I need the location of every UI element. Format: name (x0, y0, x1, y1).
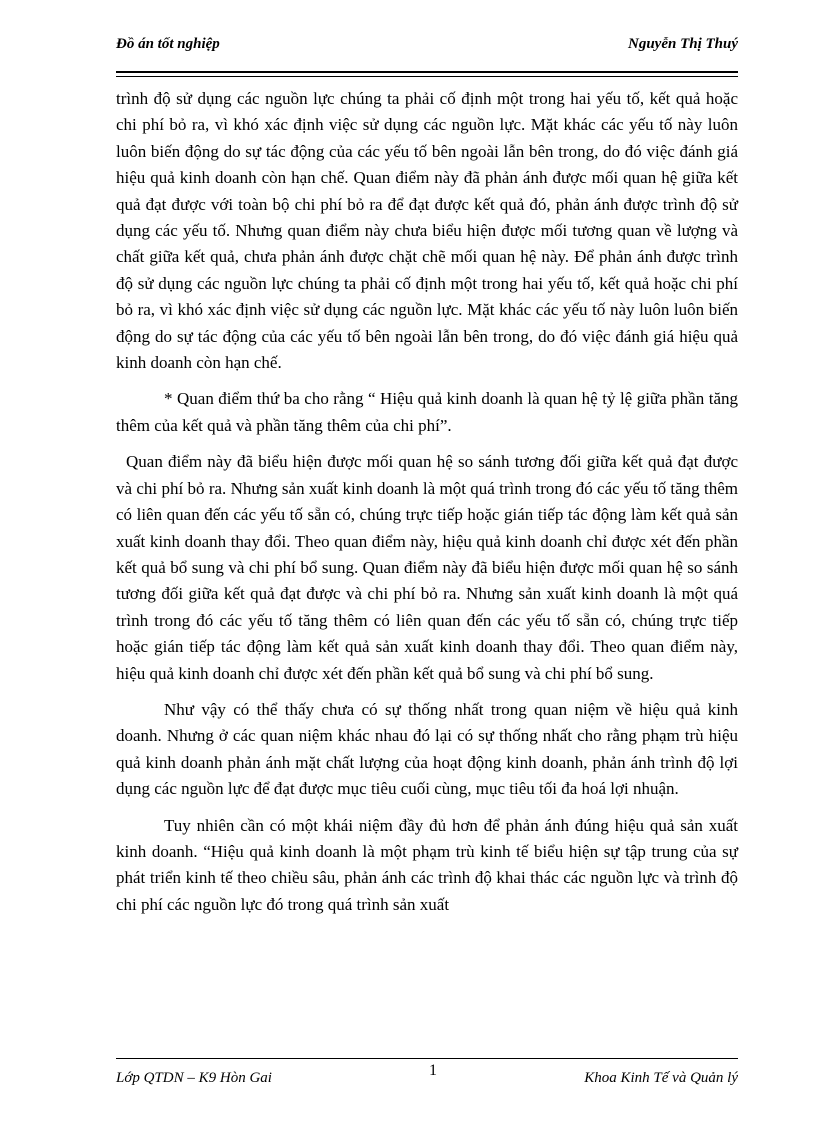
paragraph-4: Như vậy có thể thấy chưa có sự thống nhất trong quan niệm về hiệu quả kinh doanh. Nhưng ở các quan niệm khác nhau đó lại có sự thống nhất cho rằng phạm trù hiệu quả kinh doanh phản ánh mặt chất lượng của hoạt động kinh doanh, phản ánh trình độ lợi dụng các nguồn lực để đạt được mục tiêu cuối cùng, mục tiêu tối đa hoá lợi nhuận. (116, 699, 738, 799)
footer-divider (116, 1058, 738, 1059)
header-document-type: Đồ án tốt nghiệp (116, 36, 220, 52)
paragraph-5: Tuy nhiên cần có một khái niệm đầy đủ hơn để phản ánh đúng hiệu quả sản xuất kinh doanh. “Hiệu quả kinh doanh là một phạm trù kinh tế biểu hiện sự tập trung của sự phát triển kinh tế theo chiều sâu, phản ánh các trình độ khai thác các nguồn lực và trình độ chi phí các nguồn lực đó trong quá trình sản xuất (116, 815, 738, 914)
footer-class: Lớp QTDN – K9 Hòn Gai (116, 1070, 272, 1086)
header-divider-thin (116, 76, 738, 77)
document-body (116, 86, 738, 918)
paragraph-1: trình độ sử dụng các nguồn lực chúng ta phải cố định một trong hai yếu tố, kết quả hoặc chi phí bỏ ra, vì khó xác định việc sử dụng các nguồn lực. Mặt khác các yếu tố này luôn luôn biến động do sự tác động của các yếu tố bên ngoài lẫn bên trong, do đó việc đánh giá hiệu quả kinh doanh còn hạn chế. Quan điểm này đã phản ánh được mối quan hệ giữa kết quả đạt được với toàn bộ chi phí bỏ ra để đạt được kết quả đó, phản ánh được trình độ sử dụng các yếu tố. Nhưng quan điểm này chưa biểu hiện được mối tương quan về lượng và chất giữa kết quả, chưa phản ánh được chặt chẽ mối quan hệ này. Để phản ánh được trình độ sử dụng các nguồn lực chúng ta phải cố định một trong hai yếu tố, kết quả hoặc chi phí bỏ ra, vì khó xác định việc sử dụng các nguồn lực. Mặt khác các yếu tố này luôn luôn biến động do sự tác động của các yếu tố bên ngoài lẫn bên trong, do đó việc đánh giá hiệu quả kinh doanh còn hạn chế. (116, 89, 738, 373)
page-number: 1 (429, 1062, 437, 1079)
footer-faculty: Khoa Kinh Tế và Quản lý (584, 1070, 738, 1086)
page-footer (116, 1062, 738, 1090)
paragraph-3: Quan điểm này đã biểu hiện được mối quan hệ so sánh tương đối giữa kết quả đạt được và chi phí bỏ ra. Nhưng sản xuất kinh doanh là một quá trình trong đó các yếu tố tăng thêm có liên quan đến các yếu tố sẵn có, chúng trực tiếp hoặc gián tiếp tác động làm kết quả sản xuất kinh doanh thay đổi. Theo quan điểm này, hiệu quả kinh doanh chỉ được xét đến phần kết quả bổ sung và chi phí bổ sung. Quan điểm này đã biểu hiện được mối quan hệ so sánh tương đối giữa kết quả đạt được và chi phí bỏ ra. Nhưng sản xuất kinh doanh là một quá trình trong đó các yếu tố tăng thêm có liên quan đến các yếu tố sẵn có, chúng trực tiếp hoặc gián tiếp tác động làm kết quả sản xuất kinh doanh thay đổi. Theo quan điểm này, hiệu quả kinh doanh chỉ được xét đến phần kết quả bổ sung và chi phí bổ sung. (116, 452, 738, 683)
page-header (116, 36, 738, 58)
header-author: Nguyễn Thị Thuý (627, 36, 738, 52)
paragraph-2: * Quan điểm thứ ba cho rằng “ Hiệu quả kinh doanh là quan hệ tỷ lệ giữa phần tăng thêm của kết quả và phần tăng thêm của chi phí”. (116, 389, 738, 435)
header-divider (116, 71, 738, 73)
